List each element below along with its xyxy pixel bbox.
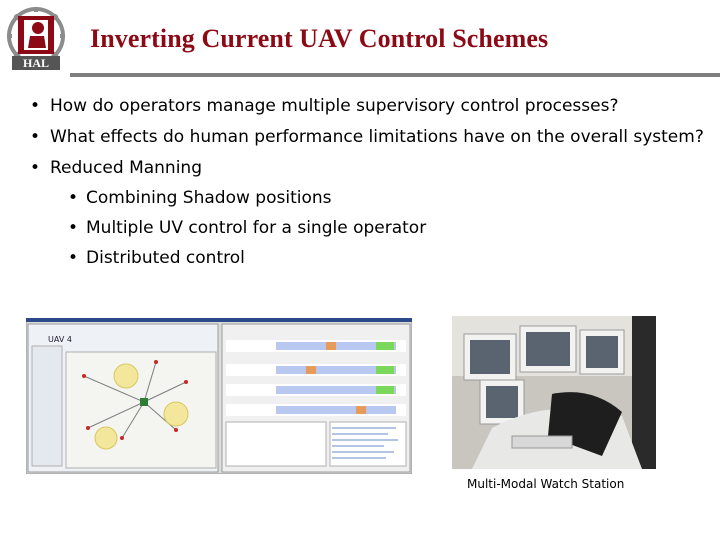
- bullet-text: What effects do human performance limitations have on the overall system?: [50, 127, 704, 147]
- bullet-glyph: •: [30, 158, 41, 178]
- bullet-glyph: •: [68, 218, 79, 238]
- hal-logo: [4, 6, 68, 72]
- sub-bullet-item: [30, 188, 710, 208]
- photo-caption: Multi-Modal Watch Station: [467, 477, 625, 491]
- bullet-item: [30, 96, 710, 116]
- bullet-text: Reduced Manning: [50, 158, 202, 178]
- uav-label: UAV 4: [48, 335, 72, 344]
- logo-text: HAL: [22, 56, 50, 70]
- watch-station-photo: [452, 316, 656, 469]
- sub-bullet-text: Combining Shadow positions: [86, 188, 332, 208]
- bullet-item: [30, 158, 710, 178]
- bullet-list: [30, 96, 710, 268]
- sub-bullet-item: [30, 218, 710, 238]
- title-divider: [70, 73, 720, 77]
- bullet-glyph: •: [30, 96, 41, 116]
- sub-bullet-text: Multiple UV control for a single operator: [86, 218, 427, 238]
- bullet-item: [30, 127, 710, 147]
- sub-bullet-item: [30, 248, 710, 268]
- sub-bullet-text: Distributed control: [86, 248, 245, 268]
- uav-interface-screenshot: [26, 318, 412, 474]
- bullet-glyph: •: [68, 188, 79, 208]
- bullet-glyph: •: [68, 248, 79, 268]
- slide-title: Inverting Current UAV Control Schemes: [90, 24, 549, 53]
- bullet-text: How do operators manage multiple supervisory control processes?: [50, 96, 619, 116]
- bullet-glyph: •: [30, 127, 41, 147]
